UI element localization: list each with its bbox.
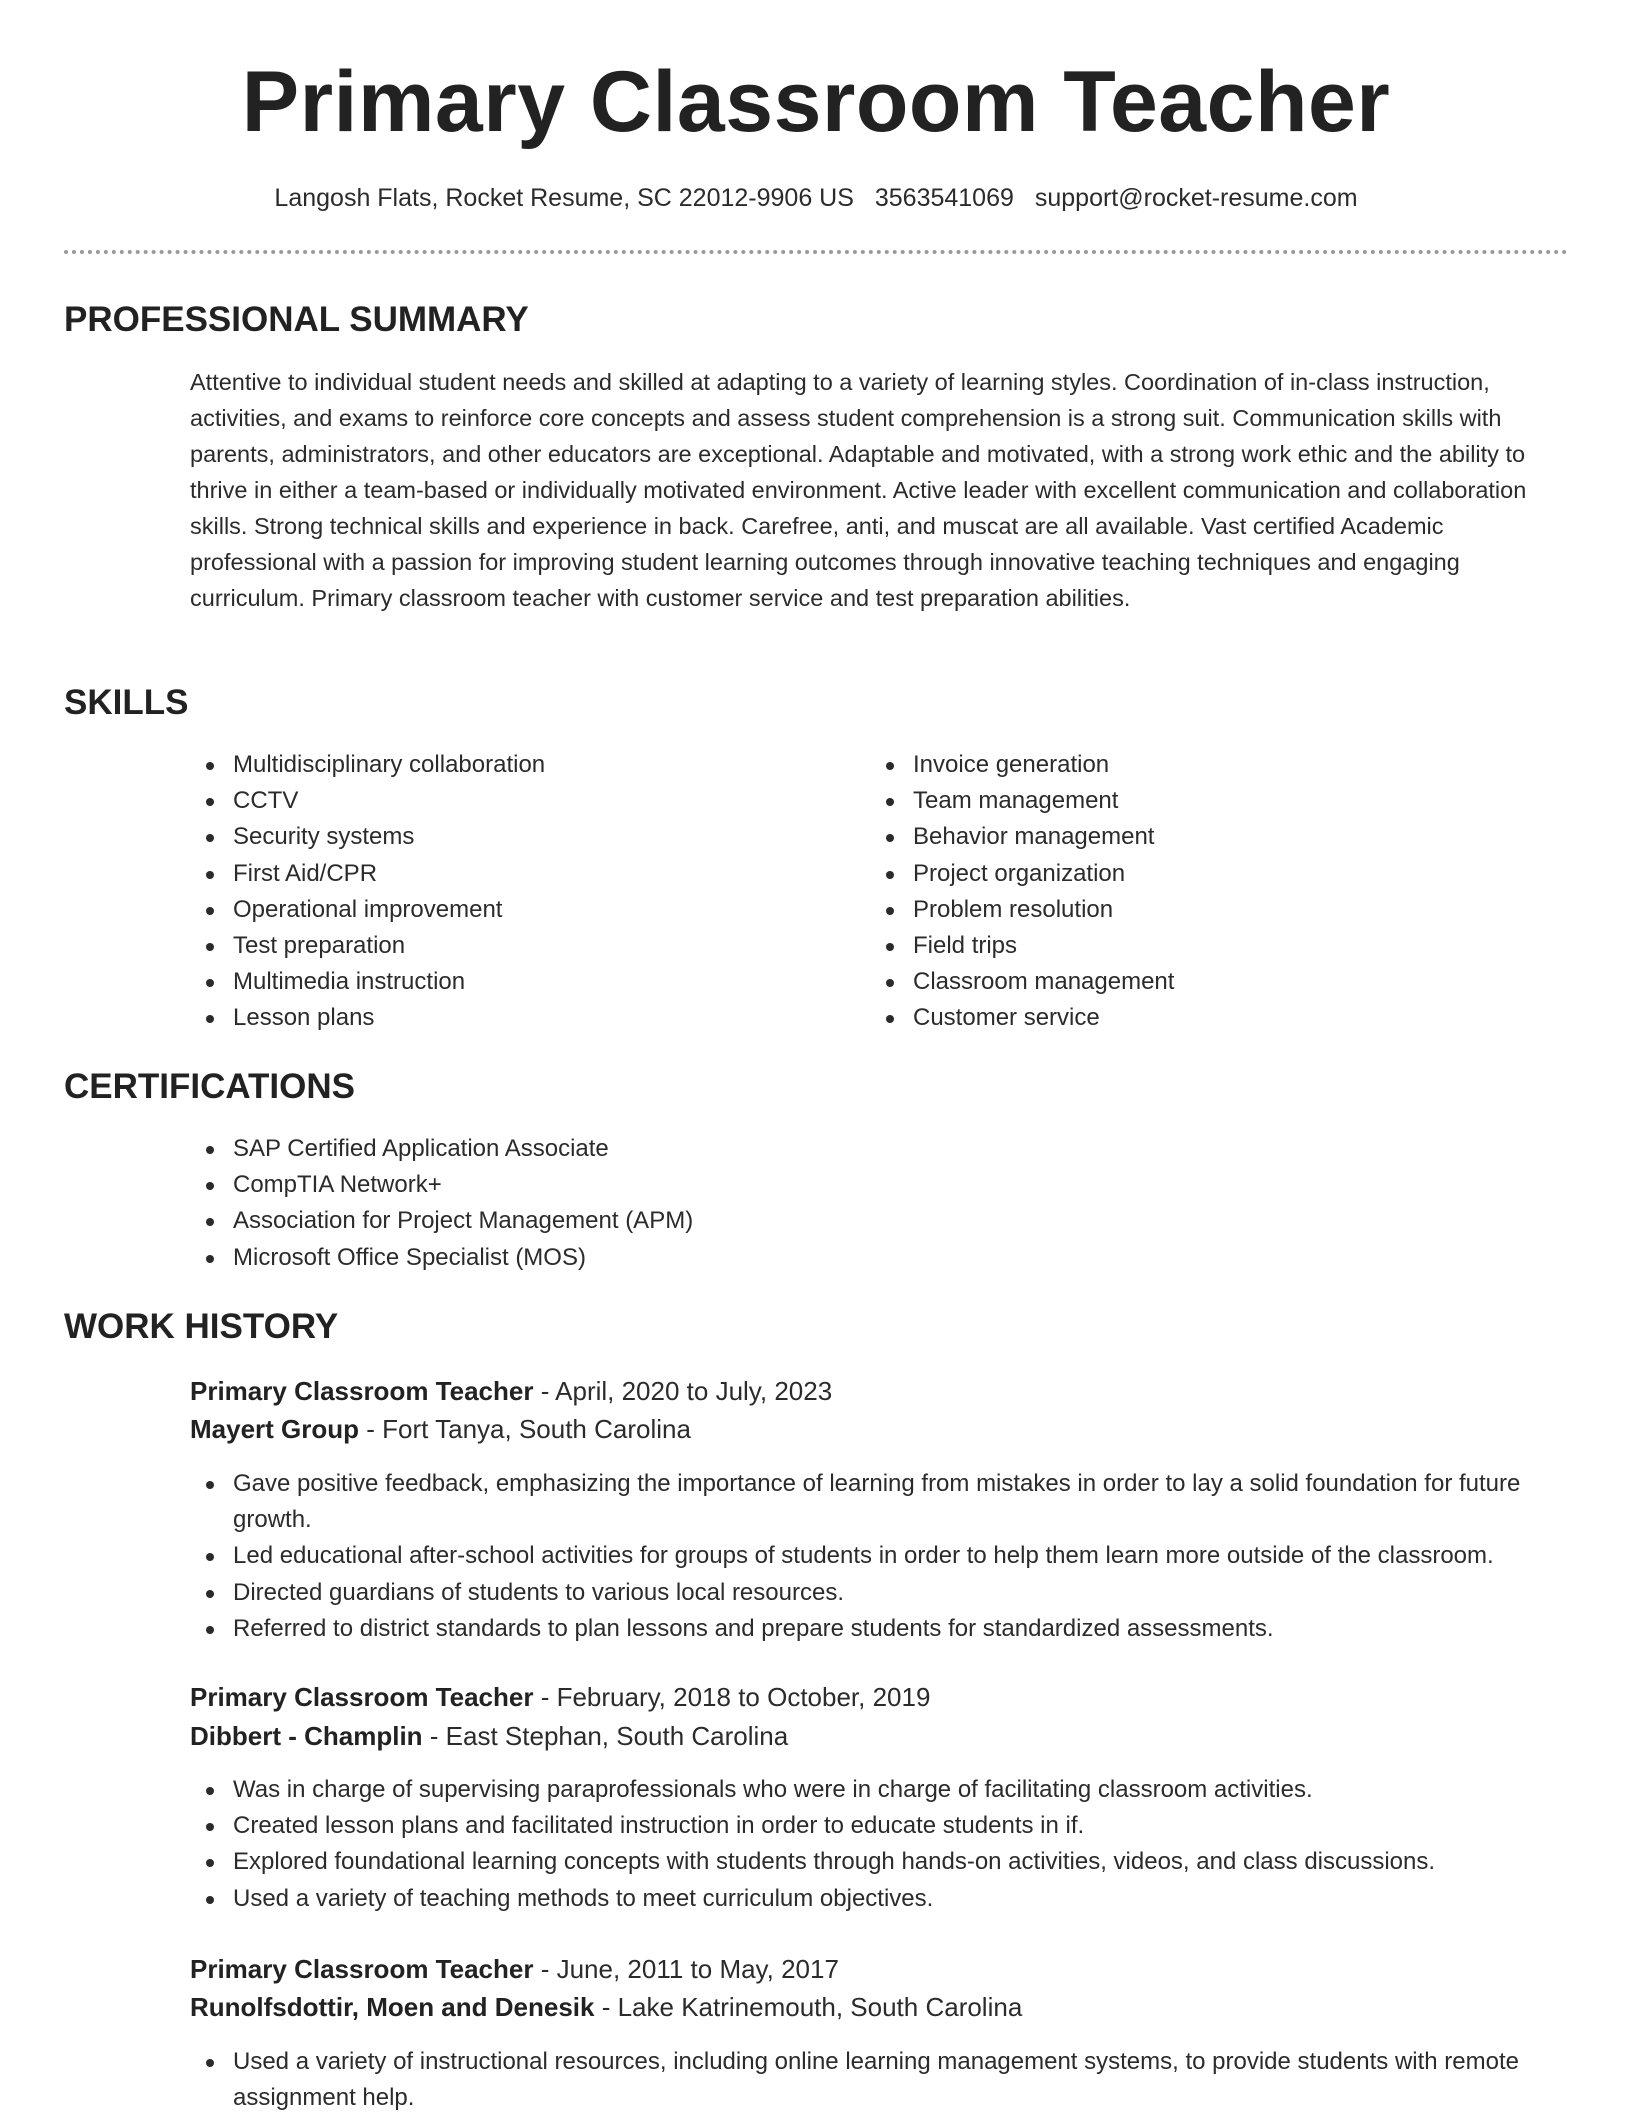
- job-dates: - April, 2020 to July, 2023: [533, 1376, 833, 1406]
- job-dates: - February, 2018 to October, 2019: [533, 1682, 931, 1712]
- list-item: First Aid/CPR: [190, 856, 830, 892]
- header-divider: [64, 250, 1568, 254]
- list-item: Created lesson plans and facilitated instruction in order to educate students in if.: [190, 1808, 1570, 1844]
- list-item: Team management: [870, 783, 1510, 819]
- list-item: Lesson plans: [190, 1000, 830, 1036]
- resume-name: Primary Classroom Teacher: [241, 54, 1391, 150]
- job-company: Mayert Group: [190, 1414, 360, 1444]
- list-item: Was in charge of supervising paraprofessionals who were in charge of facilitating classroom activities.: [190, 1772, 1570, 1808]
- list-item: Referred to district standards to plan lessons and prepare students for standardized assessments.: [190, 1611, 1570, 1647]
- job-bullets: [190, 1466, 1570, 1647]
- certifications-heading: CERTIFICATIONS: [64, 1067, 356, 1106]
- job-bullets: [190, 2044, 1570, 2116]
- job-company-line: [190, 1411, 691, 1447]
- work-history-heading: WORK HISTORY: [64, 1307, 339, 1346]
- list-item: Operational improvement: [190, 892, 830, 928]
- contact-line: [0, 182, 1632, 214]
- job-company: Runolfsdottir, Moen and Denesik: [190, 1992, 595, 2022]
- job-title: Primary Classroom Teacher: [190, 1954, 534, 1984]
- list-item: Project organization: [870, 856, 1510, 892]
- list-item: Microsoft Office Specialist (MOS): [190, 1240, 1190, 1276]
- list-item: Classroom management: [870, 964, 1510, 1000]
- list-item: Explored foundational learning concepts with students through hands-on activities, videos, and class discussions.: [190, 1844, 1570, 1880]
- job-location: - East Stephan, South Carolina: [422, 1721, 789, 1751]
- list-item: Invoice generation: [870, 747, 1510, 783]
- job-company-line: [190, 1718, 788, 1754]
- job-location: - Lake Katrinemouth, South Carolina: [594, 1992, 1023, 2022]
- job-company: Dibbert - Champlin: [190, 1721, 423, 1751]
- job-title: Primary Classroom Teacher: [190, 1682, 534, 1712]
- job-title-line: [190, 1679, 930, 1715]
- job-dates: - June, 2011 to May, 2017: [533, 1954, 839, 1984]
- list-item: Multidisciplinary collaboration: [190, 747, 830, 783]
- job-company-line: [190, 1989, 1022, 2025]
- skills-list-left: [190, 747, 830, 1037]
- contact-address: Langosh Flats, Rocket Resume, SC 22012-9906 US: [274, 184, 854, 212]
- job-title: Primary Classroom Teacher: [190, 1376, 534, 1406]
- list-item: Led educational after-school activities for groups of students in order to help them learn more outside of the classroom.: [190, 1538, 1570, 1574]
- list-item: Behavior management: [870, 819, 1510, 855]
- list-item: Association for Project Management (APM): [190, 1203, 1190, 1239]
- job-title-line: [190, 1373, 832, 1409]
- job-bullets: [190, 1772, 1570, 1917]
- list-item: Problem resolution: [870, 892, 1510, 928]
- contact-phone: 3563541069: [874, 184, 1014, 212]
- list-item: Used a variety of teaching methods to meet curriculum objectives.: [190, 1881, 1570, 1917]
- list-item: Directed guardians of students to various local resources.: [190, 1575, 1570, 1611]
- list-item: Used a variety of instructional resources, including online learning management systems, to provide students with remote assignment help.: [190, 2044, 1570, 2116]
- list-item: CompTIA Network+: [190, 1167, 1190, 1203]
- summary-heading: PROFESSIONAL SUMMARY: [64, 300, 529, 339]
- list-item: CCTV: [190, 783, 830, 819]
- skills-list-right: [870, 747, 1510, 1037]
- list-item: Gave positive feedback, emphasizing the importance of learning from mistakes in order to lay a solid foundation for future growth.: [190, 1466, 1570, 1538]
- list-item: Field trips: [870, 928, 1510, 964]
- job-location: - Fort Tanya, South Carolina: [359, 1414, 691, 1444]
- job-title-line: [190, 1951, 839, 1987]
- list-item: Security systems: [190, 819, 830, 855]
- list-item: SAP Certified Application Associate: [190, 1131, 1190, 1167]
- list-item: Multimedia instruction: [190, 964, 830, 1000]
- certifications-list: [190, 1131, 1190, 1276]
- list-item: Test preparation: [190, 928, 830, 964]
- skills-heading: SKILLS: [64, 683, 189, 722]
- list-item: Customer service: [870, 1000, 1510, 1036]
- summary-text: Attentive to individual student needs and skilled at adapting to a variety of learning styles. Coordination of in-class instruction, activities, and exams to reinforce core concepts and assess student comprehension is a strong suit. Communication skills with parents, administrators, and other educators are exceptional. Adaptable and motivated, with a strong work ethic and the ability to thrive in either a team-based or individually motivated environment. Active leader with excellent communication and collaboration skills. Strong technical skills and experience in back. Carefree, anti, and muscat are all available. Vast certified Academic professional with a passion for improving student learning outcomes through innovative teaching techniques and engaging curriculum. Primary classroom teacher with customer service and test preparation abilities.: [190, 369, 1527, 611]
- contact-email: support@rocket-resume.com: [1034, 184, 1358, 212]
